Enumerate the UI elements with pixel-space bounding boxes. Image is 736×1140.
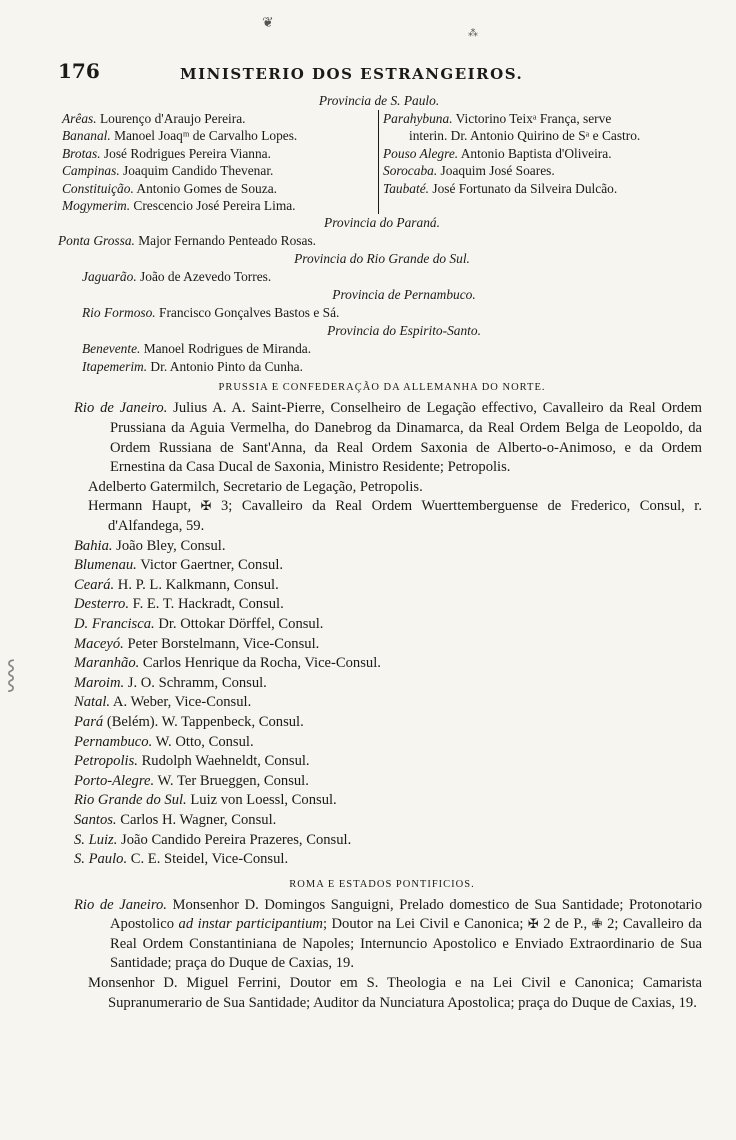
cross-order-icon: ✠ bbox=[200, 499, 212, 515]
entry-rio-de-janeiro-prussia: Rio de Janeiro. Julius A. A. Saint-Pierre, Conselheiro de Legação effectivo, Cavalleiro da Real Ordem Prussiana da Aguia Vermelha, do Danebrog da Dinamarca, da Real Ordem Belga de Leopoldo, da Ordem Russiana de Sant'Anna, da Real Ordem Saxonia de Alberto-o-Animoso, e da Ordem Ernestina da Casa Ducal de Saxonia, Ministro Residente; Petropolis. bbox=[74, 400, 702, 476]
print-mark-icon: ❦ bbox=[262, 15, 274, 31]
entry-rio-de-janeiro-roma: Rio de Janeiro. Monsenhor D. Domingos Sanguigni, Prelado domestico de Sua Santidade; Protonotario Apostolico ad instar participantium; Doutor na Lei Civil e Canonica; ✠ 2 de P., ✙ 2; Cavalleiro da Real Ordem Constantiniana de Napoles; Internuncio Apostolico e Enviado Extraordinario de Sua Santidade; praça do Duque de Caxias, 19. bbox=[74, 896, 702, 972]
list-item: interin. Dr. Antonio Quirino de Sᵃ e Castro. bbox=[409, 128, 641, 144]
section-title-pernambuco: Provincia de Pernambuco. bbox=[332, 287, 476, 303]
page-header bbox=[58, 59, 678, 86]
list-item: Maroim. J. O. Schramm, Consul. bbox=[74, 674, 267, 691]
list-item: Pouso Alegre. Antonio Baptista d'Oliveira. bbox=[383, 145, 612, 161]
cross-order-icon: ✠ bbox=[527, 917, 539, 933]
star-order-icon: ✙ bbox=[591, 917, 603, 933]
list-item: S. Paulo. C. E. Steidel, Vice-Consul. bbox=[74, 851, 289, 868]
list-item: Santos. Carlos H. Wagner, Consul. bbox=[74, 811, 277, 828]
list-item: Mogymerim. Crescencio José Pereira Lima. bbox=[62, 198, 296, 214]
list-item: Parahybuna. Victorino Teixᵃ França, serve bbox=[383, 111, 612, 126]
list-item: Rio Grande do Sul. Luiz von Loessl, Consul. bbox=[74, 792, 337, 809]
list-item: D. Francisca. Dr. Ottokar Dörffel, Consul. bbox=[74, 615, 324, 632]
section-heading-roma: ROMA E ESTADOS PONTIFICIOS. bbox=[289, 878, 475, 890]
sao-paulo-left-column bbox=[62, 110, 379, 214]
section-title-espirito-santo: Provincia do Espirito-Santo. bbox=[327, 323, 481, 339]
sao-paulo-right-column bbox=[379, 110, 640, 214]
list-item: Ponta Grossa. Major Fernando Penteado Rosas. bbox=[58, 233, 317, 249]
print-mark-icon: ⁂ bbox=[468, 28, 478, 39]
list-item: Bahia. João Bley, Consul. bbox=[74, 537, 226, 554]
entry-haupt: Hermann Haupt, ✠ 3; Cavalleiro da Real Ordem Wuerttemberguense de Frederico, Consul, r. d'Alfandega, 59. bbox=[88, 498, 703, 534]
list-item: Constituição. Antonio Gomes de Souza. bbox=[62, 180, 277, 196]
list-item: Benevente. Manoel Rodrigues de Miranda. bbox=[82, 341, 312, 357]
list-item: Maranhão. Carlos Henrique da Rocha, Vice-Consul. bbox=[74, 655, 381, 672]
page-number: 176 bbox=[58, 59, 100, 83]
list-item: Brotas. José Rodrigues Pereira Vianna. bbox=[62, 145, 271, 161]
list-item: Campinas. Joaquim Candido Thevenar. bbox=[62, 163, 274, 179]
list-item: Petropolis. Rudolph Waehneldt, Consul. bbox=[74, 753, 310, 770]
sao-paulo-two-column bbox=[62, 110, 702, 214]
entry-secretary: Adelberto Gatermilch, Secretario de Legação, Petropolis. bbox=[88, 478, 423, 495]
list-item: Bananal. Manoel Joaqᵐ de Carvalho Lopes. bbox=[62, 128, 298, 144]
list-item: Pará (Belém). W. Tappenbeck, Consul. bbox=[74, 713, 304, 730]
list-item: Ceará. H. P. L. Kalkmann, Consul. bbox=[74, 576, 279, 593]
list-item: S. Luiz. João Candido Pereira Prazeres, Consul. bbox=[74, 831, 352, 848]
list-item: Blumenau. Victor Gaertner, Consul. bbox=[74, 557, 284, 574]
section-title-parana: Provincia do Paraná. bbox=[324, 215, 440, 231]
list-item: Pernambuco. W. Otto, Consul. bbox=[74, 733, 254, 750]
list-item: Jaguarão. João de Azevedo Torres. bbox=[82, 269, 272, 285]
entry-ferrini: Monsenhor D. Miguel Ferrini, Doutor em S. Theologia e na Lei Civil e Canonica; Camarista Supranumerario de Sua Santidade; Auditor da Nunciatura Apostolica; praça do Duque de Caxias, 19. bbox=[88, 975, 702, 1011]
list-item: Rio Formoso. Francisco Gonçalves Bastos e Sá. bbox=[82, 305, 340, 321]
running-title: MINISTERIO DOS ESTRANGEIROS. bbox=[180, 65, 524, 83]
margin-mark-icon: ⸾ bbox=[6, 657, 17, 690]
section-title-rio-grande-do-sul: Provincia do Rio Grande do Sul. bbox=[294, 251, 470, 267]
list-item: Natal. A. Weber, Vice-Consul. bbox=[74, 694, 252, 711]
section-heading-prussia: PRUSSIA E CONFEDERAÇÃO DA ALLEMANHA DO NORTE. bbox=[218, 382, 546, 394]
page-body bbox=[58, 92, 703, 1013]
list-item: Maceyó. Peter Borstelmann, Vice-Consul. bbox=[74, 635, 320, 652]
list-item: Itapemerim. Dr. Antonio Pinto da Cunha. bbox=[82, 359, 303, 375]
list-item: Desterro. F. E. T. Hackradt, Consul. bbox=[74, 596, 284, 613]
list-item: Taubaté. José Fortunato da Silveira Dulcão. bbox=[383, 180, 618, 196]
list-item: Porto-Alegre. W. Ter Brueggen, Consul. bbox=[74, 772, 309, 789]
list-item: Arêas. Lourenço d'Araujo Pereira. bbox=[62, 111, 246, 126]
section-title-sao-paulo: Provincia de S. Paulo. bbox=[318, 93, 440, 108]
list-item: Sorocaba. Joaquim José Soares. bbox=[383, 163, 555, 179]
